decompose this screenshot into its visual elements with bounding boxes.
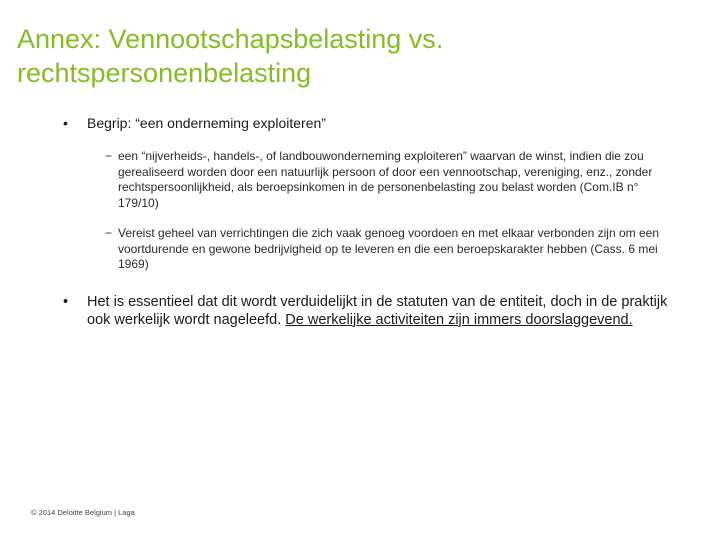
bullet-marker: • <box>63 115 68 131</box>
sub-bullet-marker: − <box>105 149 113 163</box>
bullet-essential-text: Het is essentieel dat dit wordt verduidelijkt in de statuten van de entiteit, doch in de praktijk ook werkelijk wordt nageleefd. <box>87 293 668 328</box>
bullet-marker: • <box>63 293 69 310</box>
slide-title <box>17 22 697 90</box>
footer-copyright: © 2014 Deloitte Belgium | Laga <box>31 508 135 517</box>
sub-bullet-item <box>105 149 680 211</box>
bullet-essential <box>60 293 680 329</box>
sub-bullet-marker: − <box>105 226 113 240</box>
title-line-2: rechtspersonenbelasting <box>17 58 312 88</box>
sub-bullet-text: Vereist geheel van verrichtingen die zich vaak genoeg voordoen en met elkaar verbonden zijn om een voortdurende en gewone bedrijvigheid op te leveren en die een beroepskarakter hebben (Cass. 6 mei 1969) <box>118 226 660 271</box>
sub-bullet-item <box>105 226 680 273</box>
bullet-definition <box>60 114 680 132</box>
title-line-1: Annex: Vennootschapsbelasting vs. <box>17 24 444 54</box>
sub-bullet-list <box>60 149 680 273</box>
sub-bullet-text: een “nijverheids-, handels-, of landbouwonderneming exploiteren” waarvan de winst, indien die zou gerealiseerd worden door een natuurlijk persoon of door een vennootschap, vereniging, enz., zonder rechtspersoonlijkheid, als beroepsinkomen in de personenbelasting zou belast worden (Com.IB n° 179/10) <box>118 149 653 210</box>
bullet-essential-emphasis: De werkelijke activiteiten zijn immers doorslaggevend. <box>285 311 633 328</box>
bullet-list <box>60 114 680 329</box>
bullet-definition-text: Begrip: “een onderneming exploiteren” <box>87 115 326 131</box>
